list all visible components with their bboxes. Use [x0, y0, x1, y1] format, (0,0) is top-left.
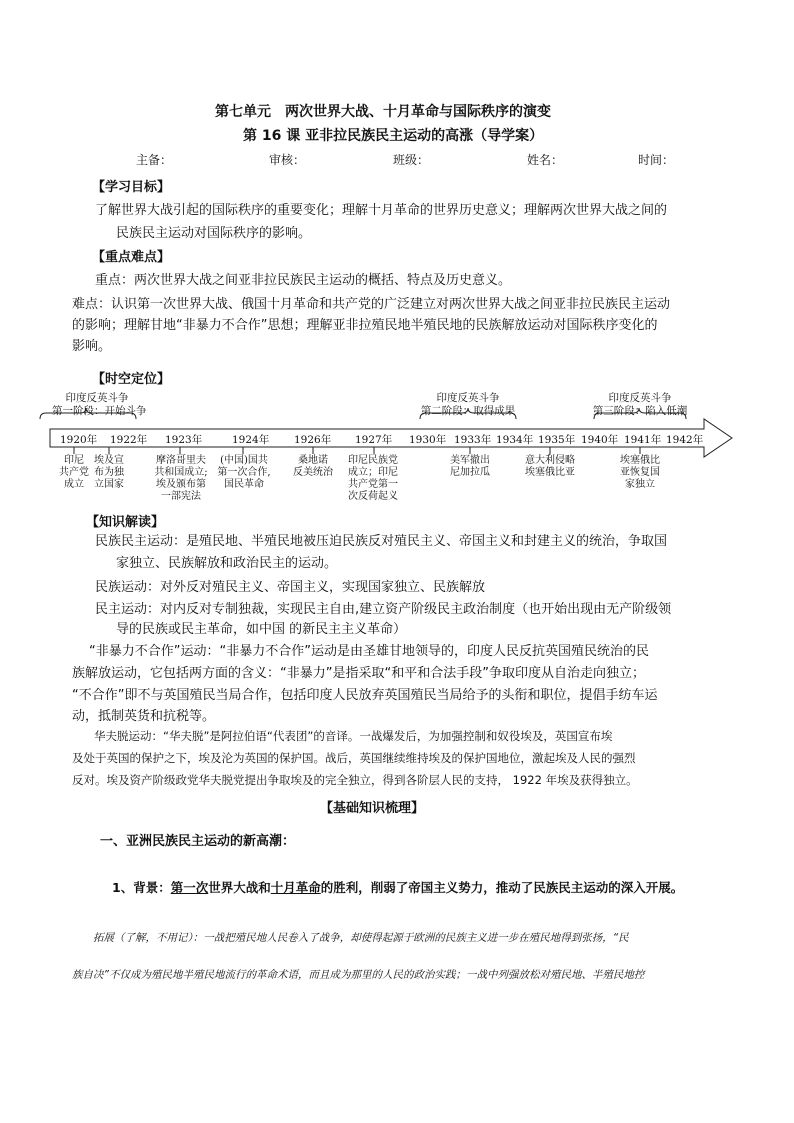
field-name: 姓名： [527, 153, 564, 167]
knowledge-text-line: 族解放运动，它包括两方面的含义：“非暴力”是指采取“和平和合法手段”争取印度从自治走向独立； [72, 666, 645, 681]
wafd-text-line: 及处于英国的保护之下，埃及沦为英国的保护国。战后，英国继续维持埃及的保护国地位，激起埃及人民的强烈 [72, 751, 636, 765]
timeline-year: 1942年 [666, 434, 704, 446]
goals-text-line: 民族民主运动对国际秩序的影响。 [116, 226, 312, 241]
timeline-event: 印尼 共产党 成立 [59, 455, 89, 490]
lesson-title: 第 16 课 亚非拉民族民主运动的高涨（导学案） [243, 128, 544, 144]
knowledge-text-line: 民族民主运动：是殖民地、半殖民地被压迫民族反对殖民主义、帝国主义和封建主义的统治，争取国 [95, 534, 668, 549]
timeline-year: 1934年 [496, 434, 534, 446]
timeline-event-ticks [74, 447, 640, 454]
goals-text-line: 了解世界大战引起的国际秩序的重要变化；理解十月革命的世界历史意义；理解两次世界大战之间的 [95, 203, 668, 218]
difficulty-text-line: 影响。 [72, 339, 112, 354]
extension-text-line: 族自决”不仅成为殖民地半殖民地流行的革命术语，而且成为那里的人民的政治实践；一战中列强放松对殖民地、半殖民地控 [72, 969, 645, 981]
field-time: 时间： [638, 153, 675, 167]
knowledge-text-line: “不合作”即不与英国殖民当局合作，包括印度人民放弃英国殖民当局给予的头衔和职位，提倡手纺车运 [72, 688, 658, 703]
key-difficult-heading: 【重点难点】 [92, 250, 171, 265]
knowledge-text-line: “非暴力不合作”运动：“非暴力不合作”运动是由圣雄甘地领导的，印度人民反抗英国殖民统治的民 [89, 644, 649, 659]
timeline-event: 印尼民族党 成立；印尼 共产党第一 次反荷起义 [348, 455, 398, 502]
extension-text-line: 拓展（了解，不用记）：一战把殖民地人民卷入了战争，却使得起源于欧洲的民族主义进一步在殖民地得到张扬，“民 [93, 932, 629, 944]
timeline-heading: 【时空定位】 [92, 372, 171, 387]
phase-3-label: 印度反英斗争 第三阶段：陷入低潮 [592, 392, 688, 417]
timeline-event: (中国)国共 第一次合作, 国民革命 [217, 455, 271, 490]
unit-title: 第七单元 两次世界大战、十月革命与国际秩序的演变 [215, 104, 551, 120]
timeline-event: 美军撤出 尼加拉瓜 [450, 455, 490, 478]
timeline-year: 1924年 [232, 434, 270, 446]
goals-heading: 【学习目标】 [92, 180, 171, 195]
basic-knowledge-heading: 【基础知识梳理】 [320, 801, 425, 816]
timeline-year: 1935年 [538, 434, 576, 446]
knowledge-text-line: 民主运动：对内反对专制独裁，实现民主自由,建立资产阶级民主政治制度（也开始出现由无产阶级领 [95, 602, 672, 617]
phase-1-label: 印度反英斗争 第一阶段：开始斗争 [52, 392, 147, 417]
knowledge-heading: 【知识解读】 [86, 515, 165, 530]
background-line: 1、背景：第一次世界大战和十月革命的胜利，削弱了帝国主义势力，推动了民族民主运动的深入开展。 [112, 880, 684, 895]
knowledge-text-line: 导的民族或民主革命，如中国 的新民主主义革命） [116, 622, 407, 637]
timeline-year: 1941年 [624, 434, 662, 446]
timeline-year: 1923年 [165, 434, 203, 446]
field-chief-preparer: 主备： [136, 153, 173, 167]
wafd-text-line: 反对。埃及资产阶级政党华夫脱党提出争取埃及的完全独立，得到各阶层人民的支持， 1922 年埃及获得独立。 [72, 773, 638, 787]
key-point-text: 重点：两次世界大战之间亚非拉民族民主运动的概括、特点及历史意义。 [95, 273, 512, 288]
phase-2-label: 印度反英斗争 第二阶段：取得成果 [420, 392, 516, 417]
difficulty-text-line: 难点：认识第一次世界大战、俄国十月革命和共产党的广泛建立对两次世界大战之间亚非拉民族民主运动 [72, 297, 671, 312]
timeline-year: 1927年 [355, 434, 393, 446]
timeline-year: 1926年 [294, 434, 332, 446]
timeline-event: 意大利侵略 埃塞俄比亚 [525, 455, 575, 478]
difficulty-text-line: 的影响；理解甘地“非暴力不合作”思想；理解亚非拉殖民地半殖民地的民族解放运动对国际秩序变化的 [72, 318, 658, 333]
timeline-year: 1940年 [581, 434, 619, 446]
timeline-year: 1920年 [60, 434, 98, 446]
timeline-year: 1922年 [110, 434, 148, 446]
field-reviewer: 审核： [269, 153, 306, 167]
knowledge-text-line: 动，抵制英货和抗税等。 [72, 709, 216, 724]
timeline-event: 埃及宣 布为独 立国家 [94, 455, 124, 490]
timeline-year: 1930年 [409, 434, 447, 446]
timeline-event: 桑地诺 反美统治 [293, 455, 333, 478]
wafd-text-line: 华夫脱运动：“华夫脱”是阿拉伯语“代表团”的音译。一战爆发后，为加强控制和奴役埃及，英国宣布埃 [94, 729, 613, 743]
asia-section-heading: 一、亚洲民族民主运动的新高潮： [100, 834, 296, 849]
timeline-event: 摩洛哥里夫 共和国成立; 埃及颁布第 一部宪法 [154, 455, 208, 502]
field-class: 班级： [393, 153, 430, 167]
timeline-year: 1933年 [454, 434, 492, 446]
timeline-event: 埃塞俄比 亚恢复国 家独立 [620, 455, 660, 490]
knowledge-text-line: 家独立、民族解放和政治民主的运动。 [116, 556, 338, 571]
knowledge-text-line: 民族运动：对外反对殖民主义、帝国主义，实现国家独立、民族解放 [95, 580, 486, 595]
